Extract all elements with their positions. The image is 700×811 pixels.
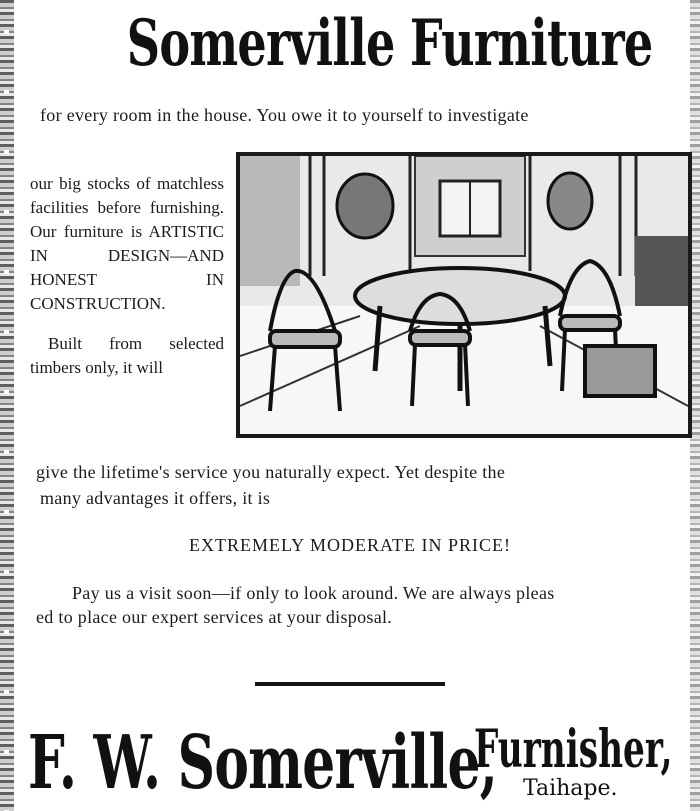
price-emphasis: EXTREMELY MODERATE IN PRICE! [188,535,511,555]
signature-role: Furnisher, [474,719,673,780]
headline: Somerville Furniture [126,6,653,81]
left-column-text [30,172,224,380]
body-line-5: Pay us a visit soon—if only to look around. We are always pleas [72,583,555,603]
left-decorative-border [0,0,14,811]
signature-town: Taihape. [523,776,618,801]
left-column-paragraph-2: Built from selected timbers only, it will [30,334,224,377]
body-line-3: many advantages it offers, it is [40,488,271,508]
signature-name: F. W. Somerville, [28,720,498,806]
signature-block [28,719,673,806]
intro-line: for every room in the house. You owe it to yourself to investigate [40,105,529,125]
body-line-2: give the lifetime's service you naturally expect. Yet despite the [36,462,506,482]
body-line-6: ed to place our expert services at your disposal. [36,607,393,627]
dining-room-illustration [236,152,692,438]
dining-room-illustration-icon [240,156,688,434]
divider-rule [255,682,445,686]
left-column-paragraph-1: our big stocks of matchless facilities before furnishing. Our furniture is ARTISTIC IN DESIGN—AND HONEST IN CONSTRUCTION. [30,174,224,313]
